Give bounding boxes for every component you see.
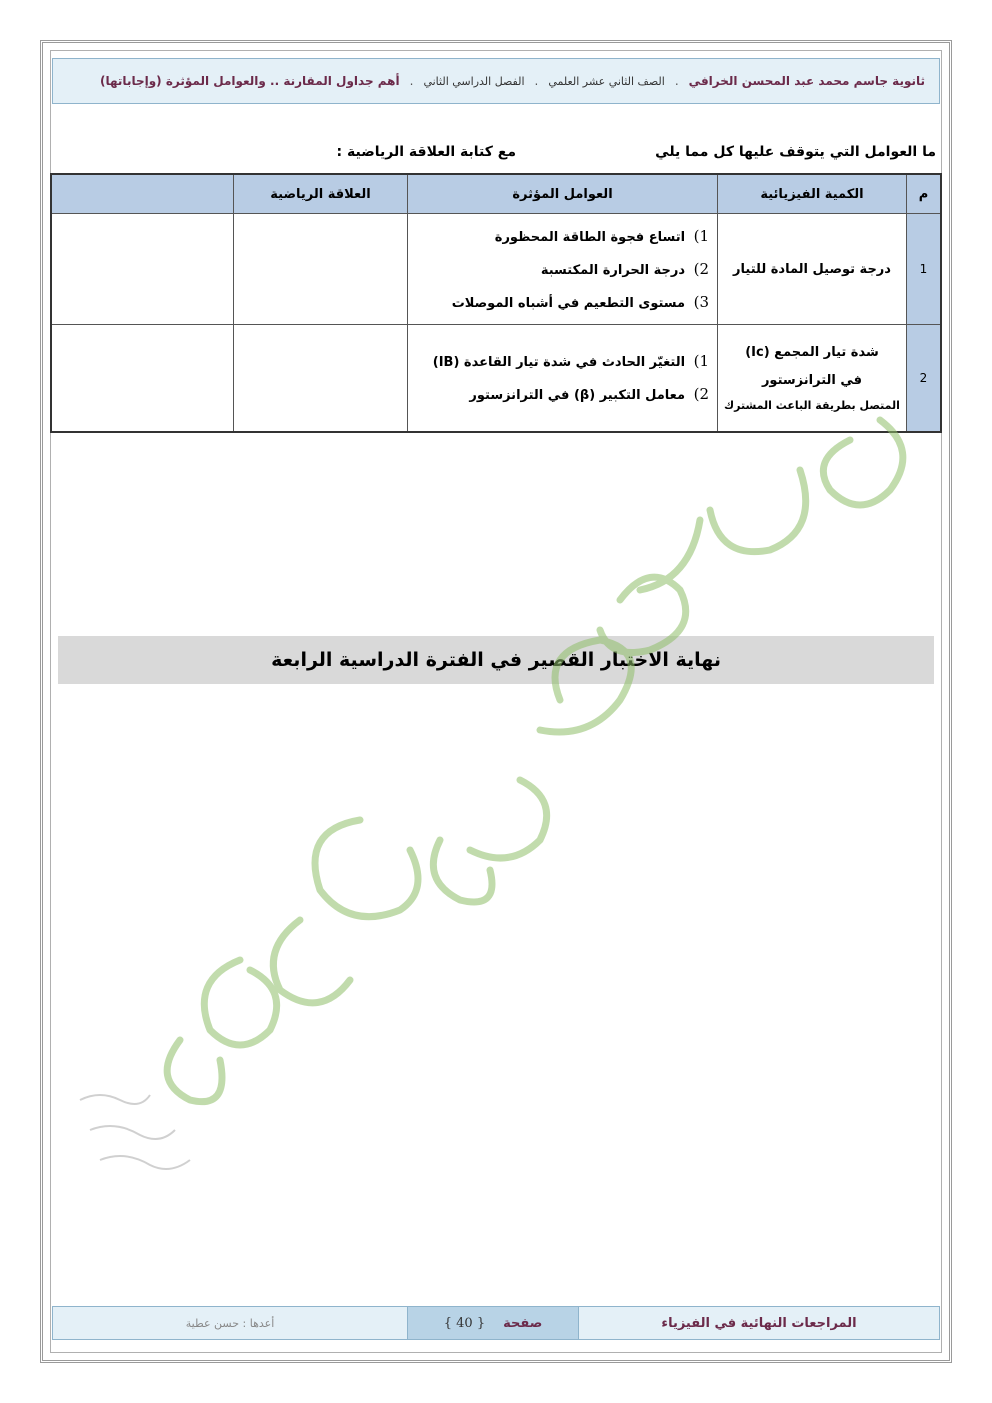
table-header-row xyxy=(51,174,941,214)
page-footer xyxy=(52,1306,940,1340)
header-factors: العوامل المؤثرة xyxy=(408,174,718,214)
table-row xyxy=(51,214,941,325)
factor-item: 3) مستوى التطعيم في أشباه الموصلات xyxy=(451,292,709,311)
header-term: الفصل الدراسي الثاني xyxy=(423,74,525,88)
header-school: ثانوية جاسم محمد عبد المحسن الخرافي xyxy=(688,74,925,88)
footer-page-number: { 40 } xyxy=(443,1315,486,1331)
quantity-line: المتصل بطريقة الباعث المشترك xyxy=(724,399,900,412)
header-topic: أهم جداول المقارنة .. والعوامل المؤثرة (وإجاباتها) xyxy=(100,74,400,88)
footer-author: أعدها : حسن عطية xyxy=(185,1316,275,1330)
factors-table xyxy=(50,173,942,433)
quantity-line: شدة تيار المجمع (Ic) xyxy=(745,345,879,360)
question-text: ما العوامل التي يتوقف عليها كل مما يلي xyxy=(655,144,936,160)
header-quantity: الكمية الفيزيائية xyxy=(718,174,907,214)
row-quantity: درجة توصيل المادة للتيار xyxy=(718,214,907,325)
footer-page-label: صفحة xyxy=(503,1315,543,1331)
factor-item: 1) اتساع فجوة الطاقة المحظورة xyxy=(494,226,709,245)
header-extra xyxy=(51,174,234,214)
page-header xyxy=(52,58,940,104)
row-factors xyxy=(408,325,718,433)
row-relation-cell[interactable] xyxy=(234,325,408,433)
quantity-line: في الترانزستور xyxy=(761,373,863,388)
factor-item: 2) درجة الحرارة المكتسبة xyxy=(540,259,709,278)
row-number: 2 xyxy=(907,325,942,433)
row-extra-cell xyxy=(51,325,234,433)
table-row xyxy=(51,325,941,433)
footer-page xyxy=(407,1307,578,1339)
header-grade: الصف الثاني عشر العلمي xyxy=(548,74,665,88)
row-factors xyxy=(408,214,718,325)
question-line xyxy=(300,144,936,168)
factor-item: 1) التغيّر الحادث في شدة تيار القاعدة (IB) xyxy=(432,352,709,370)
factor-item: 2) معامل التكبير (β) في الترانزستور xyxy=(469,385,709,403)
header-separator: . xyxy=(534,74,539,88)
end-of-quiz-banner: نهاية الاختبار القصير في الفترة الدراسية الرابعة xyxy=(58,636,934,684)
row-extra-cell xyxy=(51,214,234,325)
header-num: م xyxy=(907,174,942,214)
header-relation: العلاقة الرياضية xyxy=(234,174,408,214)
question-instruction: مع كتابة العلاقة الرياضية : xyxy=(336,144,516,160)
header-separator: . xyxy=(409,74,414,88)
row-relation-cell[interactable] xyxy=(234,214,408,325)
header-separator: . xyxy=(674,74,679,88)
footer-title: المراجعات النهائية في الفيزياء xyxy=(578,1307,939,1339)
row-number: 1 xyxy=(907,214,942,325)
row-quantity xyxy=(718,325,907,433)
